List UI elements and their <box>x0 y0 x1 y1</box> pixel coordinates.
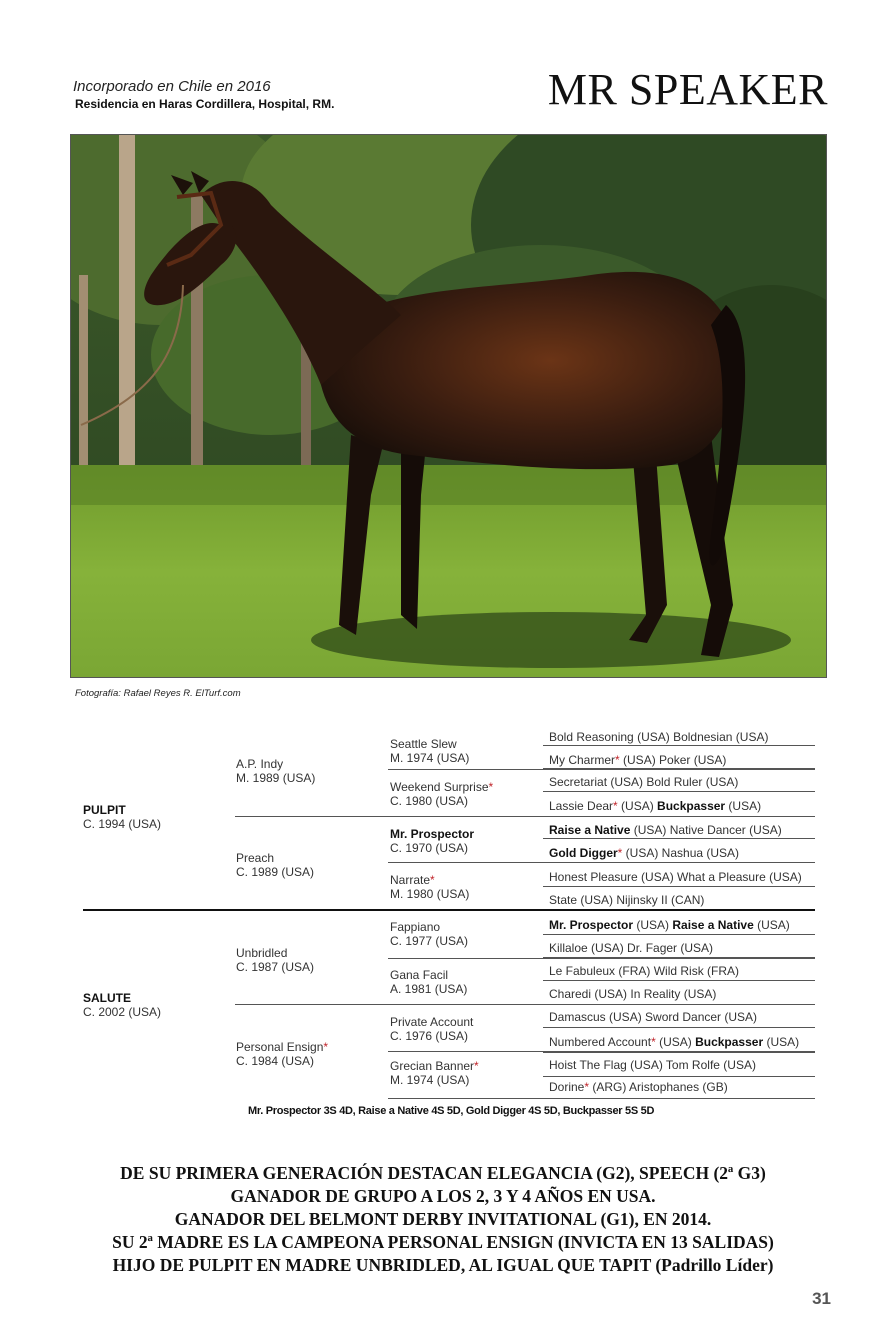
pedigree-gen3-entry: Narrate* M. 1980 (USA) <box>390 873 470 901</box>
highlight-line: GANADOR DE GRUPO A LOS 2, 3 Y 4 AÑOS EN USA. <box>230 1186 656 1206</box>
pedigree-gen4-entry: Le Fabuleux (FRA) Wild Risk (FRA) <box>549 964 740 978</box>
pedigree-gen4-entry: Raise a Native (USA) Native Dancer (USA) <box>549 823 782 837</box>
pedigree-gen4-entry: Secretariat (USA) Bold Ruler (USA) <box>549 775 739 789</box>
pedigree-sire: PULPIT C. 1994 (USA) <box>83 803 162 831</box>
pedigree-gen3-entry: Gana Facil A. 1981 (USA) <box>390 968 468 996</box>
pedigree-gen4-entry: Numbered Account* (USA) Buckpasser (USA) <box>549 1035 800 1049</box>
sire-dam-divider <box>83 909 815 911</box>
rule-line <box>543 980 815 981</box>
highlight-line: SU 2ª MADRE ES LA CAMPEONA PERSONAL ENSIGN (INVICTA EN 13 SALIDAS) <box>112 1232 774 1252</box>
photo-credit: Fotografía: Rafael Reyes R. ElTurf.com <box>75 688 241 699</box>
pedigree-gen4-entry: My Charmer* (USA) Poker (USA) <box>549 753 727 767</box>
pedigree-gen4-entry: Hoist The Flag (USA) Tom Rolfe (USA) <box>549 1058 756 1072</box>
pedigree-gen4-entry: Dorine* (ARG) Aristophanes (GB) <box>549 1080 728 1094</box>
pedigree-gen4-entry: Bold Reasoning (USA) Boldnesian (USA) <box>549 730 769 744</box>
rule-line <box>388 862 815 863</box>
page-number: 31 <box>812 1289 831 1308</box>
rule-line <box>543 934 815 935</box>
pedigree-gen4-entry: Mr. Prospector (USA) Raise a Native (USA) <box>549 918 790 932</box>
rule-line <box>543 745 815 746</box>
pedigree-gen4-entry: Lassie Dear* (USA) Buckpasser (USA) <box>549 799 762 813</box>
pedigree-gen3-entry: Mr. Prospector C. 1970 (USA) <box>390 827 475 855</box>
rule-line <box>235 816 815 817</box>
pedigree-gen4-entry: Killaloe (USA) Dr. Fager (USA) <box>549 941 714 955</box>
rule-line <box>388 769 815 770</box>
rule-line <box>235 1004 815 1005</box>
pedigree-gen2-entry: Preach C. 1989 (USA) <box>236 851 315 879</box>
horse-photo <box>70 134 827 678</box>
highlight-line: DE SU PRIMERA GENERACIÓN DESTACAN ELEGANCIA (G2), SPEECH (2ª G3) <box>120 1163 766 1183</box>
inbreeding-note: Mr. Prospector 3S 4D, Raise a Native 4S 5D, Gold Digger 4S 5D, Buckpasser 5S 5D <box>248 1105 655 1117</box>
pedigree-gen3-entry: Seattle Slew M. 1974 (USA) <box>390 737 470 765</box>
pedigree-gen3-entry: Private Account C. 1976 (USA) <box>390 1015 474 1043</box>
pedigree-gen4-entry: State (USA) Nijinsky II (CAN) <box>549 893 705 907</box>
pedigree-gen4-entry: Charedi (USA) In Reality (USA) <box>549 987 717 1001</box>
rule-line <box>543 1027 815 1028</box>
pedigree-gen4-entry: Honest Pleasure (USA) What a Pleasure (USA) <box>549 870 802 884</box>
pedigree-gen4-entry: Gold Digger* (USA) Nashua (USA) <box>549 846 740 860</box>
rule-line <box>543 886 815 887</box>
pedigree-gen2-entry: Personal Ensign* C. 1984 (USA) <box>236 1040 329 1068</box>
pedigree-dam: SALUTE C. 2002 (USA) <box>83 991 162 1019</box>
pedigree-gen2-entry: Unbridled C. 1987 (USA) <box>236 946 315 974</box>
pedigree-gen3-entry: Weekend Surprise* C. 1980 (USA) <box>390 780 494 808</box>
rule-line <box>543 1076 815 1077</box>
rule-line <box>388 958 815 959</box>
highlight-line: GANADOR DEL BELMONT DERBY INVITATIONAL (G1), EN 2014. <box>174 1209 712 1229</box>
residence-note: Residencia en Haras Cordillera, Hospital, RM. <box>75 97 335 111</box>
rule-line <box>543 838 815 839</box>
pedigree-gen3-entry: Fappiano C. 1977 (USA) <box>390 920 469 948</box>
pedigree-gen3-entry: Grecian Banner* M. 1974 (USA) <box>390 1059 479 1087</box>
pedigree-gen2-entry: A.P. Indy M. 1989 (USA) <box>236 757 316 785</box>
pedigree-gen4-entry: Damascus (USA) Sword Dancer (USA) <box>549 1010 758 1024</box>
page-title: MR SPEAKER <box>547 65 828 114</box>
import-note: Incorporado en Chile en 2016 <box>73 78 271 95</box>
rule-line <box>543 791 815 792</box>
rule-line <box>388 1051 815 1052</box>
rule-line <box>543 1052 815 1053</box>
highlights-block <box>40 1162 846 1277</box>
rule-line <box>388 1098 815 1099</box>
highlight-line: HIJO DE PULPIT EN MADRE UNBRIDLED, AL IGUAL QUE TAPIT (Padrillo Líder) <box>112 1255 774 1275</box>
